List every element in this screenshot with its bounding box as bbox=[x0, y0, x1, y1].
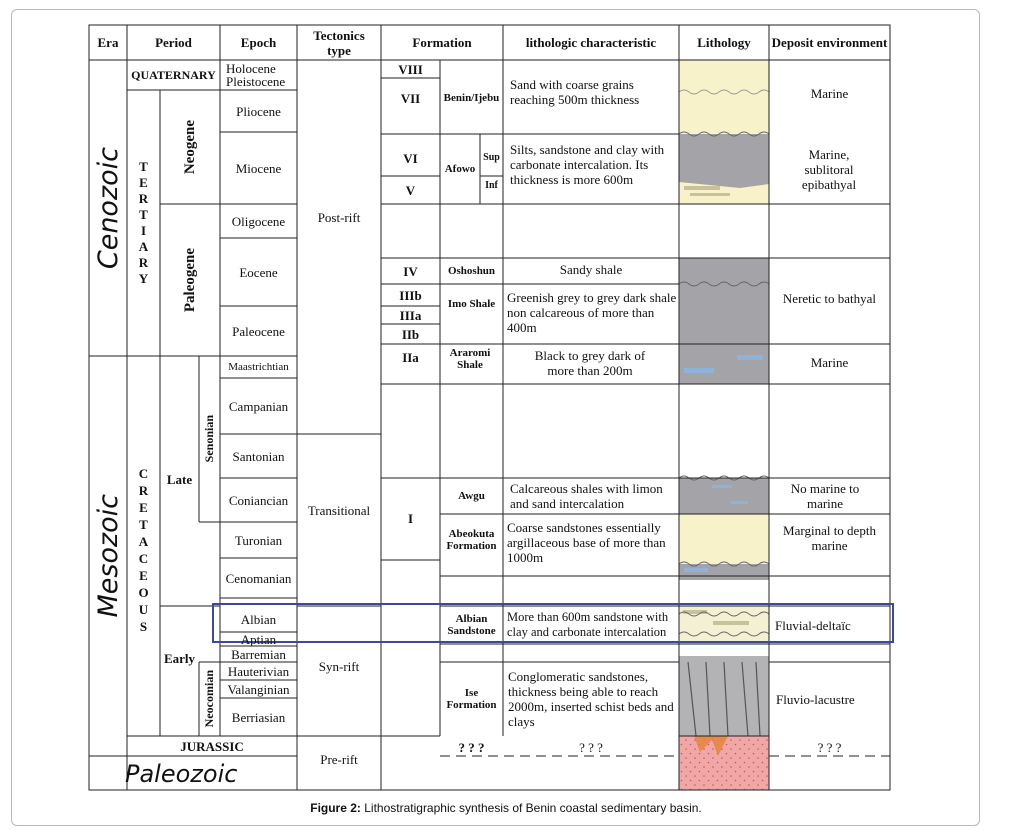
tectonics-prerift: Pre-rift bbox=[320, 751, 358, 767]
epoch-valanginian: Valanginian bbox=[227, 681, 290, 697]
lithologic-abeokuta: Coarse sandstones essentially argillaceous base of more than 1000m bbox=[507, 519, 666, 565]
period-quaternary: QUATERNARY bbox=[131, 67, 216, 82]
tectonics-synrift: Syn-rift bbox=[318, 658, 360, 674]
tectonics-postrift: Post-rift bbox=[317, 209, 361, 225]
lithologic-imo: Greenish grey to grey dark shale non calcareous of more than 400m bbox=[507, 289, 677, 335]
epoch-aptian: Aptian bbox=[240, 632, 277, 646]
lithologic-oshoshun: Sandy shale bbox=[559, 261, 623, 277]
epoch-cenomanian: Cenomanian bbox=[225, 570, 292, 586]
period-jurassic: JURASSIC bbox=[180, 738, 244, 754]
deposit-marine-1: Marine bbox=[810, 85, 849, 101]
unit-iib: IIb bbox=[401, 326, 420, 342]
epoch-coniancian: Coniancian bbox=[228, 492, 289, 508]
epoch-campanian: Campanian bbox=[228, 398, 289, 414]
unit-vii: VII bbox=[400, 90, 421, 106]
deposit-unknown: ? ? ? bbox=[817, 739, 842, 755]
unit-i: I bbox=[407, 510, 414, 526]
epoch-oligocene: Oligocene bbox=[231, 213, 286, 229]
formation-araromi: Araromi Shale bbox=[449, 347, 491, 371]
header-era: Era bbox=[97, 35, 119, 50]
period-early: Early bbox=[163, 650, 196, 666]
deposit-marine-2: Marine bbox=[810, 354, 849, 370]
caption-text: Lithostratigraphic synthesis of Benin coastal sedimentary basin. bbox=[360, 801, 702, 815]
lithologic-ise: Conglomeratic sandstones, thickness being able to reach 2000m, inserted schist beds and clays bbox=[508, 669, 674, 729]
unit-v: V bbox=[405, 182, 416, 198]
lithologic-albian: More than 600m sandstone with clay and carbonate intercalation bbox=[507, 610, 669, 639]
period-paleogene: Paleogene bbox=[181, 247, 198, 313]
lithologic-benin: Sand with coarse grains reaching 500m thickness bbox=[510, 77, 640, 107]
epoch-paleocene: Paleocene bbox=[232, 323, 285, 339]
unit-iiia: IIIa bbox=[399, 307, 422, 323]
epoch-hauterivian: Hauterivian bbox=[227, 663, 290, 679]
header-tectonics: Tectonics type bbox=[313, 27, 365, 58]
period-late: Late bbox=[166, 471, 193, 487]
formation-albian-sandstone: Albian Sandstone bbox=[447, 613, 496, 637]
lithologic-unknown: ? ? ? bbox=[579, 739, 603, 755]
lithologic-araromi: Black to grey dark of more than 200m bbox=[534, 348, 646, 378]
unit-viii: VIII bbox=[398, 61, 423, 77]
header-formation: Formation bbox=[412, 35, 472, 50]
period-neogene: Neogene bbox=[181, 119, 198, 175]
formation-imo: Imo Shale bbox=[447, 298, 496, 310]
epoch-berriasian: Berriasian bbox=[231, 709, 286, 725]
formation-oshoshun: Oshoshun bbox=[447, 265, 496, 277]
era-paleozoic: Paleozoic bbox=[125, 759, 238, 788]
figure-caption bbox=[0, 801, 1012, 815]
formation-awgu: Awgu bbox=[458, 490, 485, 502]
deposit-fluvio-lacustre: Fluvio-lacustre bbox=[776, 691, 855, 707]
formation-benin: Benin/Ijebu bbox=[443, 92, 500, 104]
epoch-turonian: Turonian bbox=[234, 532, 283, 548]
epoch-eocene: Eocene bbox=[239, 264, 278, 280]
epoch-santonian: Santonian bbox=[232, 448, 285, 464]
unit-iia: IIa bbox=[402, 349, 419, 365]
lithology-column bbox=[679, 60, 769, 790]
deposit-neretic: Neretic to bathyal bbox=[782, 290, 877, 306]
deposit-fluvial-deltaic: Fluvial-deltaïc bbox=[775, 617, 851, 633]
deposit-marine-sublitoral: Marine, sublitoral epibathyal bbox=[801, 146, 857, 192]
unit-vi: VI bbox=[403, 150, 418, 166]
period-senonian: Senonian bbox=[202, 415, 216, 463]
epoch-barremian: Barremian bbox=[231, 646, 286, 662]
unit-unknown: ? ? ? bbox=[458, 739, 485, 755]
period-neocomian: Neocomian bbox=[202, 670, 216, 728]
caption-label: Figure 2: bbox=[310, 801, 361, 815]
header-epoch: Epoch bbox=[240, 35, 277, 50]
header-lithologic: lithologic characteristic bbox=[525, 35, 657, 50]
header-deposit: Deposit environment bbox=[771, 35, 888, 50]
formation-ise: Ise Formation bbox=[446, 687, 497, 711]
unit-iiib: IIIb bbox=[399, 287, 422, 303]
header-period: Period bbox=[155, 35, 192, 50]
epoch-holocene-pleistocene: Holocene Pleistocene bbox=[226, 61, 286, 89]
era-cenozoic: Cenozoic bbox=[92, 146, 124, 270]
header-lithology: Lithology bbox=[697, 35, 751, 50]
formation-afowo-inf: Inf bbox=[485, 180, 498, 191]
period-cretaceous: C R E T A C E O U S bbox=[138, 466, 149, 634]
formation-afowo-sup: Sup bbox=[483, 152, 500, 163]
period-tertiary: T E R T I A R Y bbox=[138, 159, 149, 286]
tectonics-transitional: Transitional bbox=[307, 502, 371, 518]
era-mesozoic: Mesozoic bbox=[92, 494, 124, 618]
epoch-miocene: Miocene bbox=[235, 160, 282, 176]
epoch-albian: Albian bbox=[240, 611, 277, 627]
deposit-marginal: Marginal to depth marine bbox=[783, 523, 876, 553]
lithologic-afowo: Silts, sandstone and clay with carbonate intercalation. Its thickness is more 600m bbox=[510, 141, 665, 187]
formation-afowo: Afowo bbox=[444, 163, 476, 175]
unit-iv: IV bbox=[403, 263, 418, 279]
formation-abeokuta: Abeokuta Formation bbox=[446, 528, 497, 552]
epoch-maastrichtian: Maastrichtian bbox=[228, 361, 289, 373]
deposit-no-marine: No marine to marine bbox=[790, 481, 860, 511]
epoch-pliocene: Pliocene bbox=[236, 103, 281, 119]
lithologic-awgu: Calcareous shales with limon and sand intercalation bbox=[510, 481, 663, 511]
